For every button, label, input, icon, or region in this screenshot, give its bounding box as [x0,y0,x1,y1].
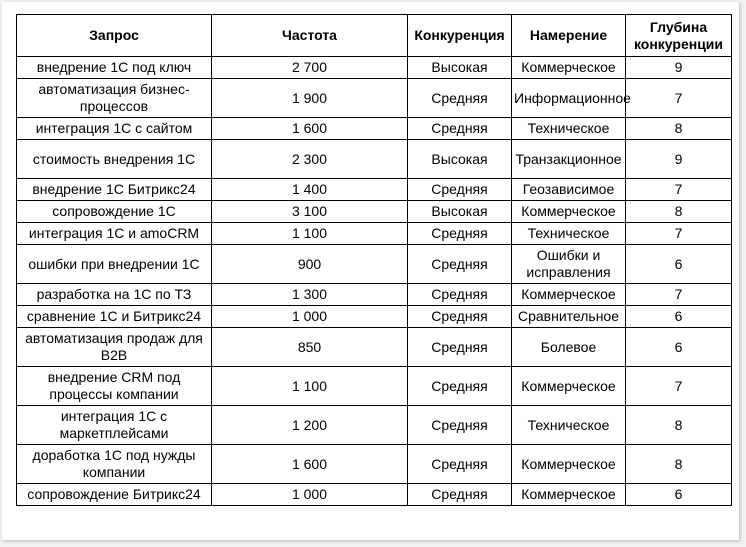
cell-frequency: 1 000 [212,484,408,506]
cell-intent: Геозависимое [512,179,626,201]
cell-competition: Средняя [408,367,512,406]
cell-intent: Транзакционное [512,140,626,179]
table-row [17,406,732,445]
cell-competition: Средняя [408,406,512,445]
cell-query: ошибки при внедрении 1С [17,245,212,284]
cell-query: сопровождение Битрикс24 [17,484,212,506]
header-query: Запрос [17,15,212,57]
table-row [17,179,732,201]
cell-competition-depth: 6 [626,328,732,367]
cell-competition-depth: 7 [626,367,732,406]
table-row [17,118,732,140]
header-competition-depth: Глубина конкуренции [626,15,732,57]
cell-competition: Высокая [408,57,512,79]
table-row [17,201,732,223]
keyword-table [16,14,732,506]
cell-query: сопровождение 1С [17,201,212,223]
cell-intent: Коммерческое [512,57,626,79]
cell-frequency: 1 300 [212,284,408,306]
cell-competition: Средняя [408,79,512,118]
cell-intent: Коммерческое [512,201,626,223]
table-row [17,245,732,284]
cell-query: внедрение 1С под ключ [17,57,212,79]
table-row [17,57,732,79]
cell-frequency: 900 [212,245,408,284]
cell-intent: Коммерческое [512,445,626,484]
table-row [17,306,732,328]
cell-query: интеграция 1С с сайтом [17,118,212,140]
cell-intent: Болевое [512,328,626,367]
cell-competition-depth: 9 [626,140,732,179]
cell-frequency: 1 400 [212,179,408,201]
cell-query: разработка на 1С по ТЗ [17,284,212,306]
cell-competition: Средняя [408,445,512,484]
table-row [17,79,732,118]
cell-intent: Техническое [512,223,626,245]
cell-query: доработка 1С под нужды компании [17,445,212,484]
table-row [17,223,732,245]
cell-intent: Техническое [512,406,626,445]
cell-competition-depth: 7 [626,179,732,201]
cell-query: автоматизация бизнес-процессов [17,79,212,118]
cell-competition: Высокая [408,140,512,179]
cell-frequency: 850 [212,328,408,367]
table-row [17,484,732,506]
table-row [17,445,732,484]
cell-intent: Сравнительное [512,306,626,328]
cell-competition-depth: 7 [626,223,732,245]
cell-query: сравнение 1С и Битрикс24 [17,306,212,328]
document-page [2,2,739,540]
cell-frequency: 1 100 [212,367,408,406]
cell-competition: Средняя [408,223,512,245]
cell-query: стоимость внедрения 1С [17,140,212,179]
cell-query: внедрение 1С Битрикс24 [17,179,212,201]
cell-competition-depth: 8 [626,118,732,140]
cell-competition-depth: 6 [626,306,732,328]
cell-competition-depth: 6 [626,484,732,506]
table-row [17,284,732,306]
header-intent: Намерение [512,15,626,57]
cell-intent: Ошибки и исправления [512,245,626,284]
cell-competition: Средняя [408,484,512,506]
cell-intent: Коммерческое [512,284,626,306]
cell-competition-depth: 7 [626,284,732,306]
table-row [17,140,732,179]
cell-frequency: 2 300 [212,140,408,179]
header-competition: Конкуренция [408,15,512,57]
cell-frequency: 1 000 [212,306,408,328]
cell-competition-depth: 6 [626,245,732,284]
cell-competition: Средняя [408,284,512,306]
cell-query: внедрение CRM под процессы компании [17,367,212,406]
cell-frequency: 1 200 [212,406,408,445]
cell-frequency: 3 100 [212,201,408,223]
cell-intent: Техническое [512,118,626,140]
cell-query: интеграция 1С с маркетплейсами [17,406,212,445]
cell-competition-depth: 8 [626,406,732,445]
table-row [17,328,732,367]
cell-competition-depth: 8 [626,201,732,223]
cell-query: автоматизация продаж для B2B [17,328,212,367]
cell-competition-depth: 9 [626,57,732,79]
cell-frequency: 1 100 [212,223,408,245]
table-row [17,367,732,406]
table-header-row [17,15,732,57]
cell-competition: Средняя [408,245,512,284]
cell-frequency: 1 600 [212,118,408,140]
cell-frequency: 1 600 [212,445,408,484]
cell-competition: Высокая [408,201,512,223]
cell-intent: Коммерческое [512,484,626,506]
cell-intent: Коммерческое [512,367,626,406]
cell-intent: Информационное [512,79,626,118]
cell-query: интеграция 1С и amoCRM [17,223,212,245]
cell-competition-depth: 8 [626,445,732,484]
cell-competition: Средняя [408,328,512,367]
header-frequency: Частота [212,15,408,57]
cell-frequency: 2 700 [212,57,408,79]
cell-competition-depth: 7 [626,79,732,118]
cell-competition: Средняя [408,179,512,201]
cell-competition: Средняя [408,306,512,328]
cell-competition: Средняя [408,118,512,140]
cell-frequency: 1 900 [212,79,408,118]
